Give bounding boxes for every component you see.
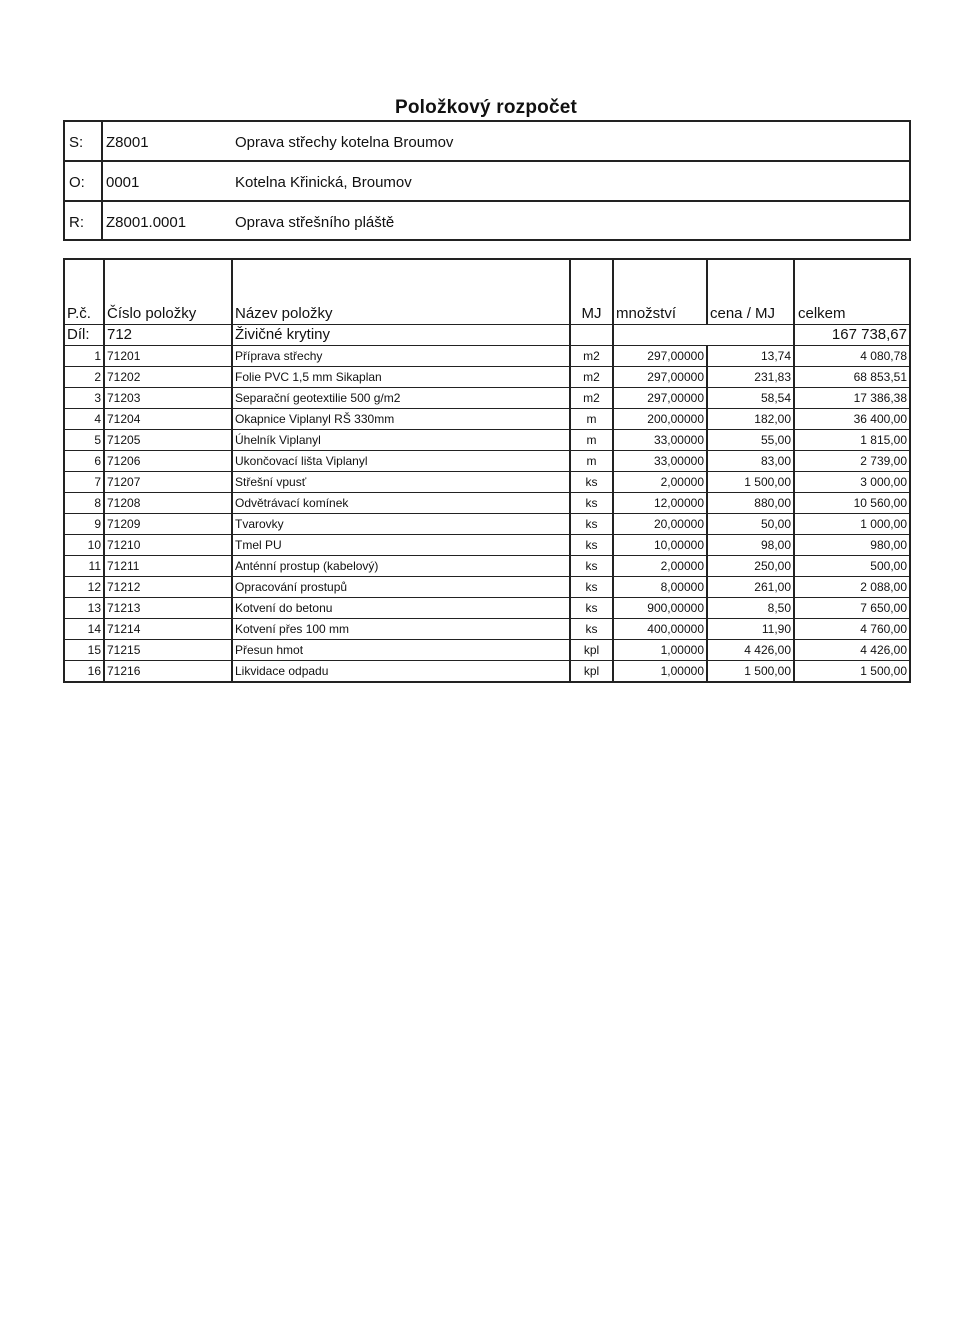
cell-code: 71202 — [105, 367, 233, 387]
cell-qty: 200,00000 — [614, 409, 708, 429]
cell-mj: m — [571, 409, 614, 429]
cell-pc: 4 — [65, 409, 105, 429]
cell-code: 71207 — [105, 472, 233, 492]
cell-total: 17 386,38 — [853, 391, 907, 405]
cell-name: Příprava střechy — [233, 346, 571, 366]
budget-table — [63, 258, 911, 683]
table-row — [65, 598, 909, 619]
cell-mj: kpl — [571, 640, 614, 660]
cell-qty: 297,00000 — [614, 388, 708, 408]
header-key: S: — [69, 134, 84, 151]
table-row — [65, 346, 909, 367]
cell-total: 10 560,00 — [853, 496, 907, 510]
cell-name: Anténní prostup (kabelový) — [233, 556, 571, 576]
cell-price: 4 426,00 — [708, 640, 795, 660]
cell-price: 1 500,00 — [708, 661, 795, 681]
section-label: Díl: — [65, 325, 105, 345]
cell-pc: 14 — [65, 619, 105, 639]
cell-pc: 5 — [65, 430, 105, 450]
cell-qty: 900,00000 — [614, 598, 708, 618]
cell-qty: 33,00000 — [614, 430, 708, 450]
cell-mj: m2 — [571, 367, 614, 387]
header-row-rozpocet — [65, 202, 909, 242]
cell-code: 71212 — [105, 577, 233, 597]
cell-total: 4 760,00 — [860, 622, 907, 636]
header-name: Oprava střechy kotelna Broumov — [235, 134, 454, 151]
col-header-total: celkem — [798, 305, 846, 322]
cell-qty: 12,00000 — [614, 493, 708, 513]
header-code: 0001 — [106, 174, 140, 191]
cell-total: 7 650,00 — [860, 601, 907, 615]
header-row-objekt — [65, 162, 909, 202]
cell-pc: 8 — [65, 493, 105, 513]
cell-pc: 2 — [65, 367, 105, 387]
cell-code: 71205 — [105, 430, 233, 450]
table-row — [65, 514, 909, 535]
table-row — [65, 472, 909, 493]
cell-price: 13,74 — [708, 346, 795, 366]
table-row — [65, 409, 909, 430]
cell-total: 68 853,51 — [853, 370, 907, 384]
cell-price: 231,83 — [708, 367, 795, 387]
cell-total: 4 080,78 — [860, 349, 907, 363]
col-header-mj: MJ — [571, 304, 614, 324]
table-row — [65, 619, 909, 640]
table-row — [65, 577, 909, 598]
table-row — [65, 556, 909, 577]
cell-name: Kotvení přes 100 mm — [233, 619, 571, 639]
cell-total: 2 088,00 — [860, 580, 907, 594]
cell-pc: 1 — [65, 346, 105, 366]
cell-total: 36 400,00 — [853, 412, 907, 426]
cell-code: 71206 — [105, 451, 233, 471]
cell-total: 3 000,00 — [860, 475, 907, 489]
cell-total: 980,00 — [870, 538, 907, 552]
col-header-price: cena / MJ — [708, 304, 795, 324]
cell-mj: ks — [571, 535, 614, 555]
cell-total: 500,00 — [870, 559, 907, 573]
cell-name: Ukončovací lišta Viplanyl — [233, 451, 571, 471]
table-row — [65, 640, 909, 661]
col-header-code: Číslo položky — [105, 304, 233, 324]
cell-pc: 7 — [65, 472, 105, 492]
cell-pc: 15 — [65, 640, 105, 660]
table-body — [65, 346, 909, 681]
cell-code: 71204 — [105, 409, 233, 429]
header-key: R: — [69, 214, 84, 231]
cell-name: Přesun hmot — [233, 640, 571, 660]
cell-code: 71201 — [105, 346, 233, 366]
table-row — [65, 535, 909, 556]
cell-name: Odvětrávací komínek — [233, 493, 571, 513]
cell-pc: 12 — [65, 577, 105, 597]
section-total: 167 738,67 — [831, 326, 907, 343]
cell-price: 880,00 — [708, 493, 795, 513]
cell-pc: 3 — [65, 388, 105, 408]
cell-name: Opracování prostupů — [233, 577, 571, 597]
cell-name: Tvarovky — [233, 514, 571, 534]
cell-price: 8,50 — [708, 598, 795, 618]
cell-name: Střešní vpusť — [233, 472, 571, 492]
cell-mj: ks — [571, 472, 614, 492]
header-name: Oprava střešního pláště — [235, 214, 395, 231]
header-row-stavba — [65, 122, 909, 162]
cell-qty: 297,00000 — [614, 367, 708, 387]
table-header-row — [65, 304, 909, 325]
cell-mj: m — [571, 430, 614, 450]
cell-price: 182,00 — [708, 409, 795, 429]
cell-code: 71209 — [105, 514, 233, 534]
cell-price: 83,00 — [708, 451, 795, 471]
table-row — [65, 493, 909, 514]
cell-code: 71214 — [105, 619, 233, 639]
cell-price: 261,00 — [708, 577, 795, 597]
cell-code: 71203 — [105, 388, 233, 408]
cell-mj: ks — [571, 493, 614, 513]
section-name: Živičné krytiny — [233, 325, 571, 345]
cell-qty: 2,00000 — [614, 472, 708, 492]
cell-code: 71216 — [105, 661, 233, 681]
table-top-spacer — [65, 260, 909, 304]
cell-mj: m — [571, 451, 614, 471]
cell-mj: ks — [571, 598, 614, 618]
cell-total: 2 739,00 — [860, 454, 907, 468]
cell-qty: 1,00000 — [614, 661, 708, 681]
table-row — [65, 367, 909, 388]
cell-qty: 20,00000 — [614, 514, 708, 534]
cell-total: 1 815,00 — [860, 433, 907, 447]
cell-name: Folie PVC 1,5 mm Sikaplan — [233, 367, 571, 387]
cell-qty: 1,00000 — [614, 640, 708, 660]
header-block — [63, 120, 911, 241]
cell-mj: m2 — [571, 388, 614, 408]
section-code: 712 — [105, 325, 233, 345]
cell-qty: 400,00000 — [614, 619, 708, 639]
cell-name: Likvidace odpadu — [233, 661, 571, 681]
cell-qty: 33,00000 — [614, 451, 708, 471]
header-code: Z8001 — [106, 134, 149, 151]
cell-name: Separační geotextilie 500 g/m2 — [233, 388, 571, 408]
cell-price: 58,54 — [708, 388, 795, 408]
cell-code: 71213 — [105, 598, 233, 618]
table-row — [65, 451, 909, 472]
cell-name: Okapnice Viplanyl RŠ 330mm — [233, 409, 571, 429]
cell-total: 1 500,00 — [860, 664, 907, 678]
cell-mj: m2 — [571, 346, 614, 366]
cell-mj: ks — [571, 556, 614, 576]
cell-pc: 9 — [65, 514, 105, 534]
table-row — [65, 430, 909, 451]
cell-total: 4 426,00 — [860, 643, 907, 657]
table-row — [65, 661, 909, 681]
cell-price: 250,00 — [708, 556, 795, 576]
cell-price: 98,00 — [708, 535, 795, 555]
cell-mj: ks — [571, 619, 614, 639]
cell-qty: 8,00000 — [614, 577, 708, 597]
cell-code: 71211 — [105, 556, 233, 576]
header-name: Kotelna Křinická, Broumov — [235, 174, 412, 191]
cell-pc: 10 — [65, 535, 105, 555]
cell-pc: 13 — [65, 598, 105, 618]
table-row — [65, 388, 909, 409]
cell-name: Úhelník Viplanyl — [233, 430, 571, 450]
cell-price: 1 500,00 — [708, 472, 795, 492]
header-code: Z8001.0001 — [106, 214, 187, 231]
cell-code: 71215 — [105, 640, 233, 660]
cell-qty: 10,00000 — [614, 535, 708, 555]
cell-pc: 6 — [65, 451, 105, 471]
col-header-qty: množství — [614, 304, 708, 324]
cell-pc: 16 — [65, 661, 105, 681]
cell-mj: ks — [571, 577, 614, 597]
cell-pc: 11 — [65, 556, 105, 576]
cell-price: 11,90 — [708, 619, 795, 639]
cell-name: Kotvení do betonu — [233, 598, 571, 618]
col-header-pc: P.č. — [65, 304, 105, 324]
cell-qty: 2,00000 — [614, 556, 708, 576]
cell-qty: 297,00000 — [614, 346, 708, 366]
header-key: O: — [69, 174, 85, 191]
cell-total: 1 000,00 — [860, 517, 907, 531]
section-row — [65, 325, 909, 346]
cell-mj: kpl — [571, 661, 614, 681]
col-header-name: Název položky — [233, 304, 571, 324]
cell-code: 71210 — [105, 535, 233, 555]
cell-code: 71208 — [105, 493, 233, 513]
cell-price: 50,00 — [708, 514, 795, 534]
cell-mj: ks — [571, 514, 614, 534]
cell-price: 55,00 — [708, 430, 795, 450]
cell-name: Tmel PU — [233, 535, 571, 555]
document-title: Položkový rozpočet — [395, 97, 578, 118]
